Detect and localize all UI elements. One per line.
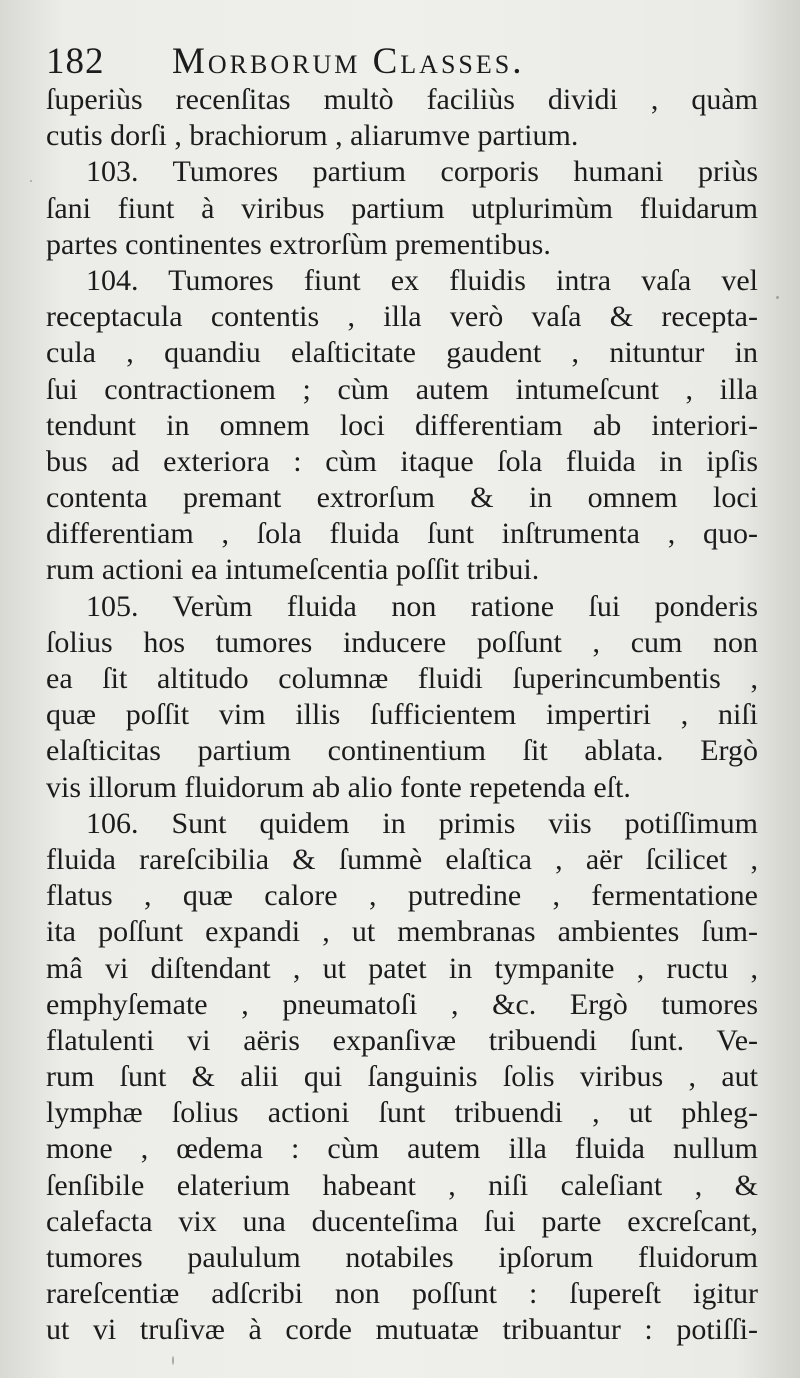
text-line: tumores paululum notabiles ipſorum fluidorum — [46, 1241, 758, 1274]
text-line: calefacta vix una ducenteſima ſui parte excreſcant, — [46, 1204, 758, 1238]
text-line: rum ſunt & alii qui ſanguinis ſolis viribus , aut — [46, 1060, 758, 1094]
paper-speck — [172, 1356, 174, 1365]
text-line: elaſticitas partium continentium ſit ablata. Ergò — [46, 734, 758, 768]
text-line: rum actioni ea intumeſcentia poſſit tribui. — [46, 553, 540, 587]
text-line: 104. Tumores fiunt ex fluidis intra vaſa vel — [86, 263, 758, 297]
running-title: Morborum Classes. — [172, 41, 525, 82]
text-line: ut vi truſivæ à corde mutuatæ tribuantur : potiſſi- — [46, 1313, 758, 1347]
text-line: bus ad exteriora : cùm itaque ſola fluida in ipſis — [46, 444, 758, 478]
text-line: ea ſit altitudo columnæ fluidi ſuperincumbentis , — [46, 662, 758, 695]
text-line: quæ poſſit vim illis ſufficientem impertiri , niſi — [46, 698, 758, 732]
page-header — [46, 38, 766, 86]
text-line: ſuperiùs recenſitas multò faciliùs dividi , quàm — [46, 83, 758, 116]
text-line: tendunt in omnem loci differentiam ab interiori- — [46, 408, 758, 442]
text-line: differentiam , ſola fluida ſunt inſtrumenta , quo- — [46, 517, 758, 551]
text-line: cutis dorſi , brachiorum , aliarumve partium. — [46, 119, 579, 153]
text-line: flatus , quæ calore , putredine , fermentatione — [46, 879, 758, 913]
page-number: 182 — [46, 41, 105, 82]
text-line: 106. Sunt quidem in primis viis potiſſimum — [86, 806, 758, 840]
text-line: mone , œdema : cùm autem illa fluida nullum — [46, 1132, 758, 1166]
text-line: flatulenti vi aëris expanſivæ tribuendi ſunt. Ve- — [46, 1023, 758, 1057]
text-line: rareſcentiæ adſcribi non poſſunt : ſupereſt igitur — [46, 1277, 758, 1311]
text-line: partes continentes extrorſùm prementibus. — [46, 227, 551, 261]
text-line: 103. Tumores partium corporis humani priùs — [86, 155, 758, 189]
text-line: fluida rareſcibilia & ſummè elaſtica , aër ſcilicet , — [46, 842, 758, 876]
text-line: ſani fiunt à viribus partium utplurimùm fluidarum — [46, 191, 758, 225]
text-line: lymphæ ſolius actioni ſunt tribuendi , ut phleg- — [46, 1096, 758, 1130]
text-line: ita poſſunt expandi , ut membranas ambientes ſum- — [46, 915, 758, 949]
text-line: ſenſibile elaterium habeant , niſi caleſiant , & — [46, 1168, 758, 1202]
text-line: cula , quandiu elaſticitate gaudent , nituntur in — [46, 336, 758, 370]
paper-speck — [776, 296, 779, 299]
text-line: contenta premant extrorſum & in omnem loci — [46, 481, 758, 515]
text-line: emphyſemate , pneumatoſi , &c. Ergò tumores — [46, 987, 758, 1021]
body-text — [46, 82, 758, 1349]
text-line: ſui contractionem ; cùm autem intumeſcunt , illa — [46, 372, 758, 406]
text-line: receptacula contentis , illa verò vaſa & recepta- — [46, 300, 758, 334]
text-line: vis illorum fluidorum ab alio fonte repetenda eſt. — [46, 770, 631, 804]
text-line: 105. Verùm fluida non ratione ſui ponderis — [86, 589, 758, 623]
text-line: ſolius hos tumores inducere poſſunt , cum non — [46, 625, 758, 659]
paper-speck — [30, 180, 32, 182]
text-line: mâ vi diſtendant , ut patet in tympanite , ructu , — [46, 951, 758, 985]
